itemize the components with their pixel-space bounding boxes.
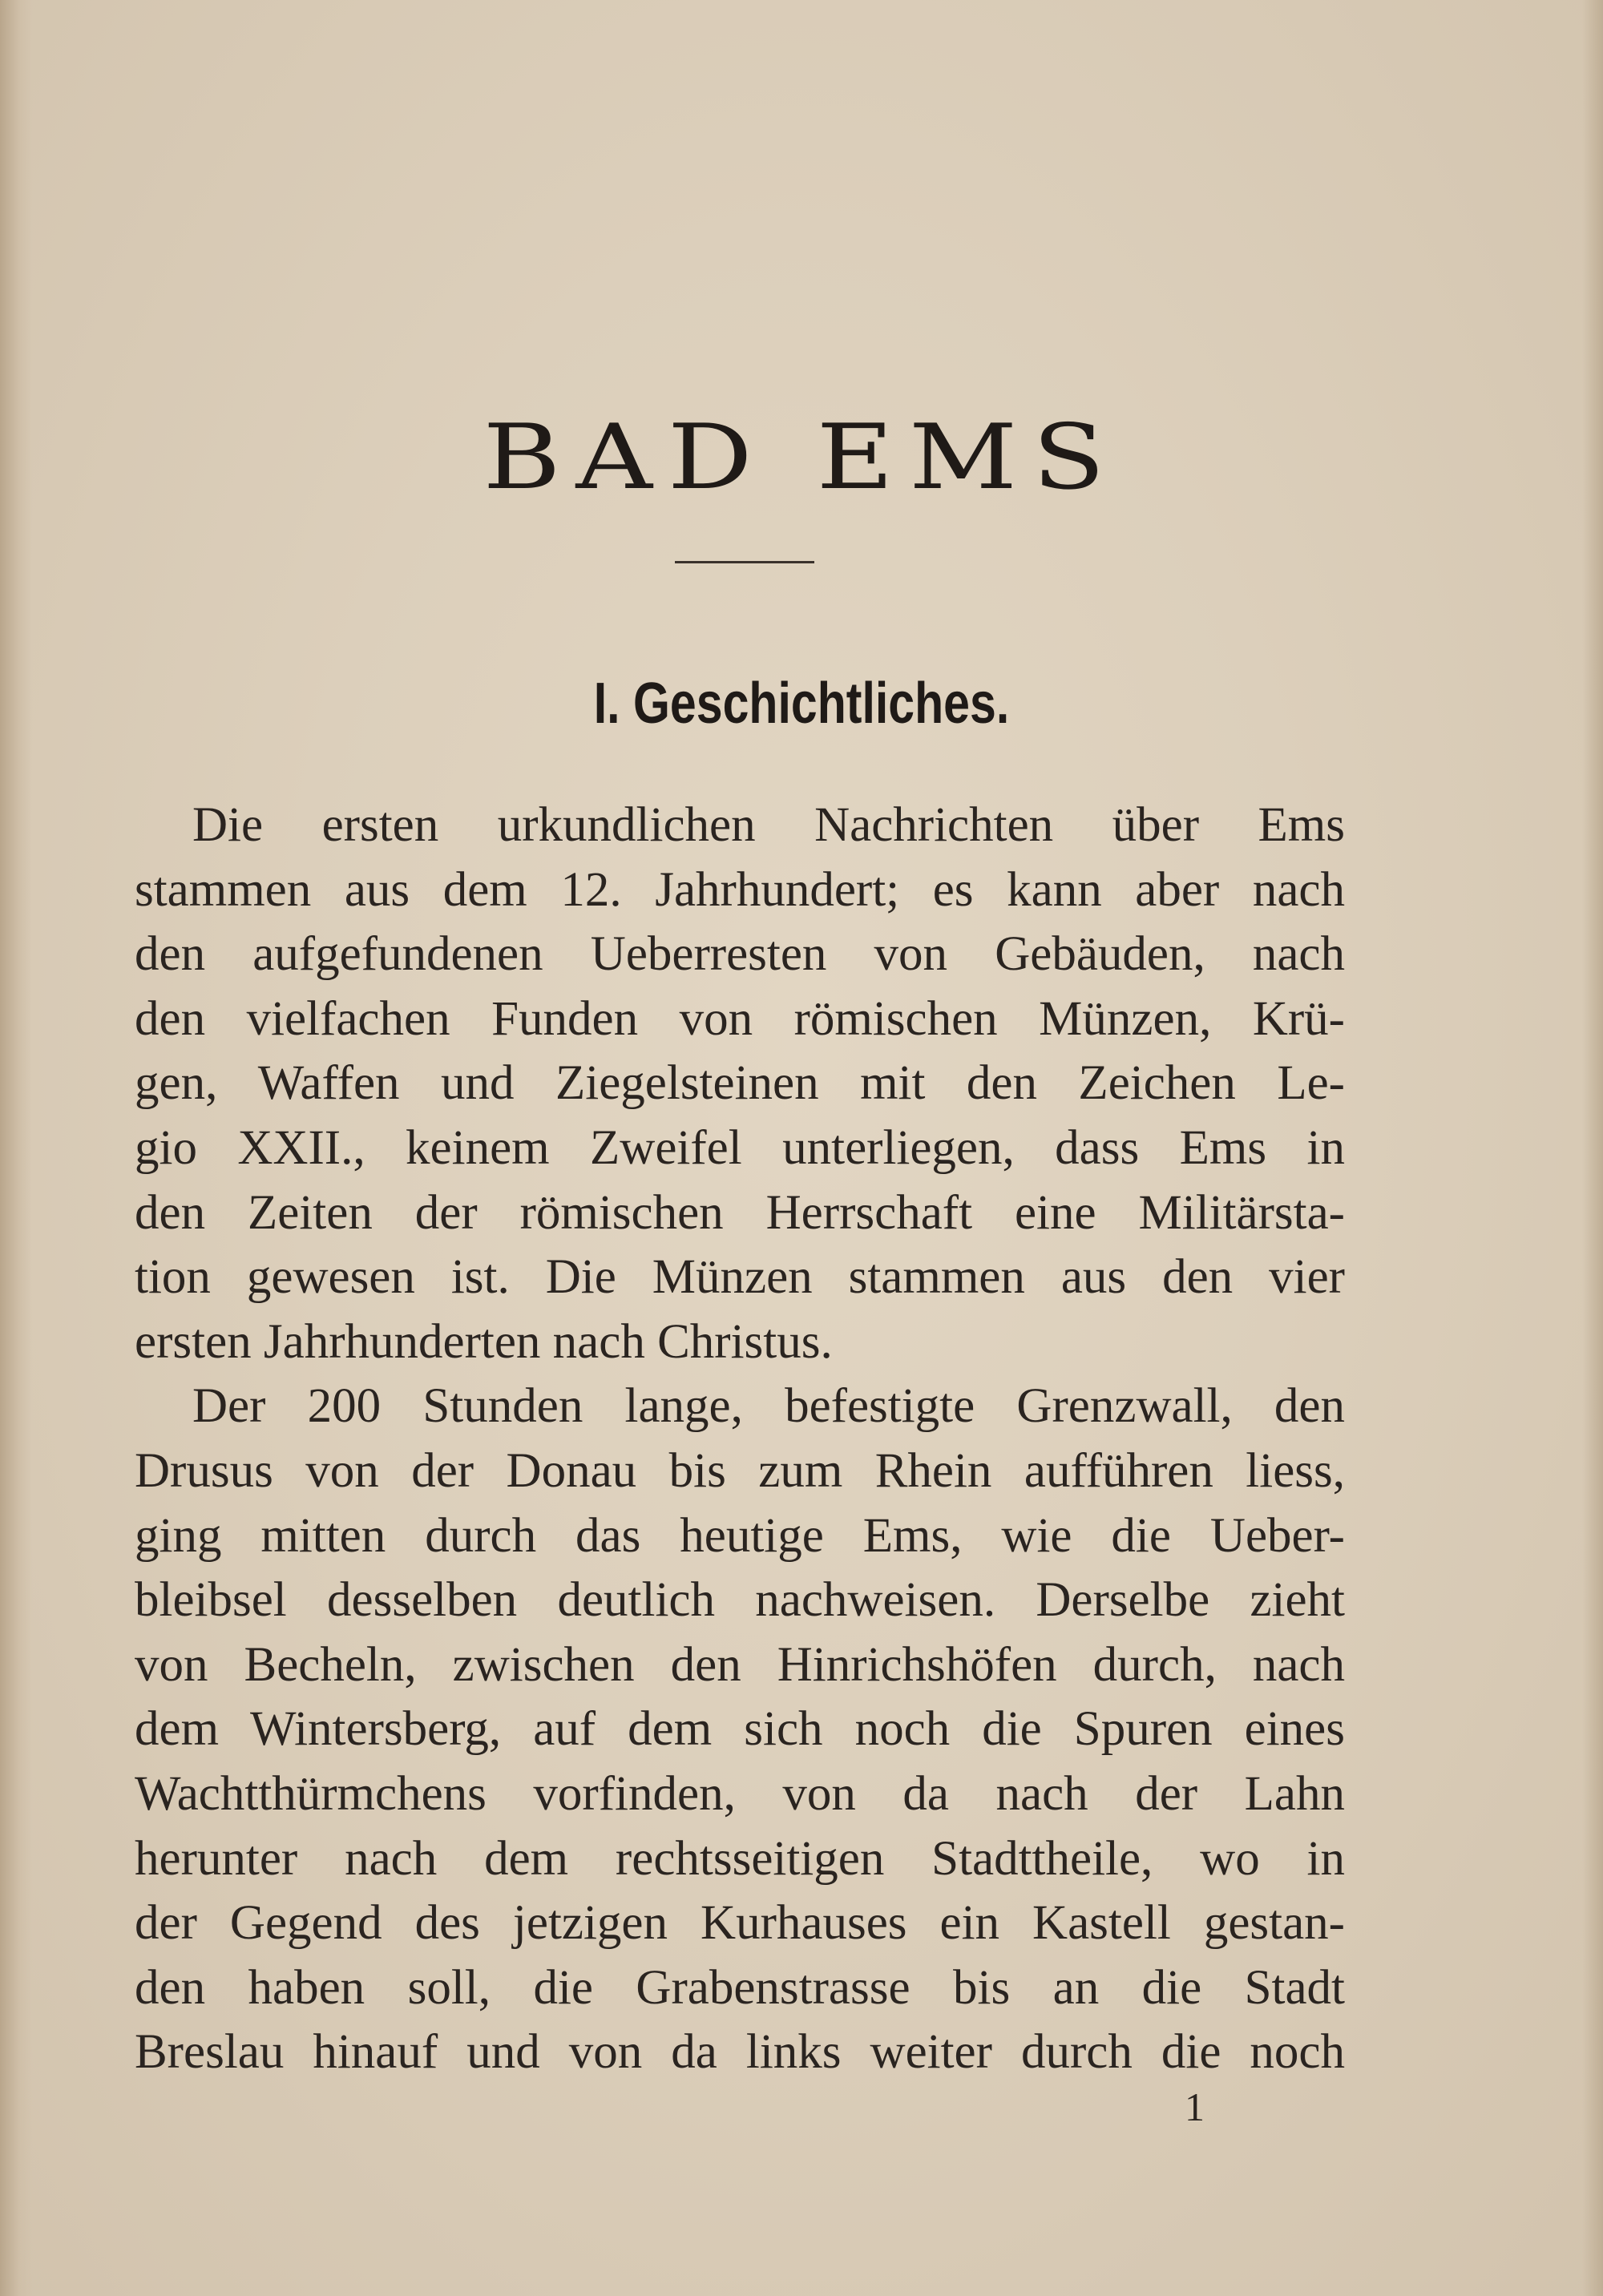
chapter-heading: I. Geschichtliches.: [593, 672, 1010, 736]
page-edge-right: [1582, 0, 1603, 2296]
paragraph-2: [135, 1374, 1345, 2085]
text-line: gio XXII., keinem Zweifel unterliegen, dass Ems in: [135, 1120, 1345, 1175]
text-line: gen, Waffen und Ziegelsteinen mit den Zeichen Le-: [135, 1056, 1345, 1111]
body-text: [135, 793, 1345, 2085]
text-line: stammen aus dem 12. Jahrhundert; es kann aber nach: [135, 862, 1345, 917]
text-line: Der 200 Stunden lange, befestigte Grenzwall, den: [192, 1379, 1345, 1434]
text-line: Drusus von der Donau bis zum Rhein aufführen liess,: [135, 1443, 1345, 1498]
book-title: BAD EMS: [483, 406, 1120, 510]
text-line: von Becheln, zwischen den Hinrichshöfen durch, nach: [135, 1637, 1345, 1692]
paragraph-1: [135, 793, 1345, 1374]
text-line: dem Wintersberg, auf dem sich noch die Spuren eines: [135, 1702, 1345, 1757]
text-line: den haben soll, die Grabenstrasse bis an die Stadt: [135, 1960, 1345, 2015]
text-line: ging mitten durch das heutige Ems, wie die Ueber-: [135, 1508, 1345, 1563]
title-divider: [675, 561, 814, 563]
text-line: Breslau hinauf und von da links weiter durch die noch: [135, 2025, 1345, 2080]
text-line: Die ersten urkundlichen Nachrichten über Ems: [192, 798, 1345, 852]
text-line: den vielfachen Funden von römischen Münzen, Krü-: [135, 991, 1345, 1046]
text-line: der Gegend des jetzigen Kurhauses ein Kastell gestan-: [135, 1896, 1345, 1951]
text-line: herunter nach dem rechtsseitigen Stadttheile, wo in: [135, 1831, 1345, 1886]
text-line: bleibsel desselben deutlich nachweisen. Derselbe zieht: [135, 1573, 1345, 1628]
page-number: 1: [1185, 2084, 1205, 2129]
text-line: tion gewesen ist. Die Münzen stammen aus den vier: [135, 1250, 1345, 1305]
text-line: den Zeiten der römischen Herrschaft eine Militärsta-: [135, 1185, 1345, 1240]
page-edge-left: [0, 0, 32, 2296]
text-line: ersten Jahrhunderten nach Christus.: [135, 1314, 833, 1369]
text-line: den aufgefundenen Ueberresten von Gebäuden, nach: [135, 927, 1345, 982]
text-line: Wachtthürmchens vorfinden, von da nach der Lahn: [135, 1766, 1345, 1821]
